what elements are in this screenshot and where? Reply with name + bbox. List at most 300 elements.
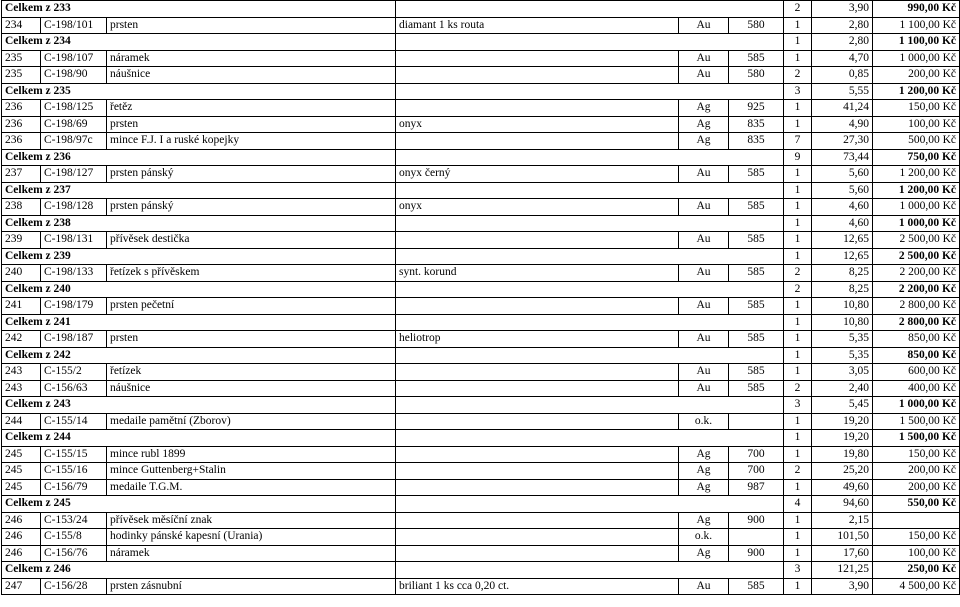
item-code: C-198/127 [41, 166, 107, 183]
subtotal-row [2, 149, 960, 166]
item-name: prsten pečetní [107, 298, 396, 315]
item-name: prsten [107, 331, 396, 348]
item-stone [396, 380, 679, 397]
item-weight: 4,90 [812, 116, 873, 133]
item-fineness: 585 [729, 232, 784, 249]
subtotal-price: 2 800,00 Kč [873, 314, 960, 331]
subtotal-weight: 4,60 [812, 215, 873, 232]
item-price: 1 100,00 Kč [873, 17, 960, 34]
item-metal: Au [679, 380, 729, 397]
table-row [2, 545, 960, 562]
item-count: 1 [784, 116, 812, 133]
item-code: C-198/133 [41, 265, 107, 282]
item-fineness: 925 [729, 100, 784, 117]
item-count: 1 [784, 298, 812, 315]
item-fineness: 585 [729, 298, 784, 315]
item-metal: Ag [679, 479, 729, 496]
table-row [2, 133, 960, 150]
item-metal: Au [679, 50, 729, 67]
table-row [2, 578, 960, 595]
subtotal-spacer [396, 562, 784, 579]
subtotal-price: 850,00 Kč [873, 347, 960, 364]
subtotal-weight: 10,80 [812, 314, 873, 331]
subtotal-weight: 2,80 [812, 34, 873, 51]
subtotal-price: 1 200,00 Kč [873, 182, 960, 199]
table-row [2, 413, 960, 430]
item-stone [396, 446, 679, 463]
item-metal: Au [679, 232, 729, 249]
item-count: 1 [784, 50, 812, 67]
subtotal-label: Celkem z 237 [2, 182, 396, 199]
item-number: 236 [2, 100, 41, 117]
item-price: 1 000,00 Kč [873, 50, 960, 67]
item-name: náramek [107, 50, 396, 67]
item-fineness [729, 529, 784, 546]
item-weight: 4,60 [812, 199, 873, 216]
item-number: 244 [2, 413, 41, 430]
item-fineness: 580 [729, 17, 784, 34]
item-count: 1 [784, 364, 812, 381]
table-row [2, 298, 960, 315]
subtotal-label: Celkem z 234 [2, 34, 396, 51]
subtotal-price: 1 000,00 Kč [873, 397, 960, 414]
item-metal: Au [679, 331, 729, 348]
subtotal-label: Celkem z 239 [2, 248, 396, 265]
subtotal-label: Celkem z 240 [2, 281, 396, 298]
item-code: C-153/24 [41, 512, 107, 529]
item-code: C-198/90 [41, 67, 107, 84]
subtotal-label: Celkem z 233 [2, 1, 396, 18]
item-stone [396, 529, 679, 546]
item-number: 238 [2, 199, 41, 216]
item-code: C-198/107 [41, 50, 107, 67]
item-metal: Ag [679, 463, 729, 480]
subtotal-label: Celkem z 243 [2, 397, 396, 414]
subtotal-row [2, 397, 960, 414]
subtotal-label: Celkem z 246 [2, 562, 396, 579]
item-name: náušnice [107, 67, 396, 84]
subtotal-row [2, 1, 960, 18]
item-metal: Ag [679, 446, 729, 463]
subtotal-price: 2 200,00 Kč [873, 281, 960, 298]
item-stone [396, 512, 679, 529]
subtotal-price: 250,00 Kč [873, 562, 960, 579]
item-price: 200,00 Kč [873, 67, 960, 84]
subtotal-count: 1 [784, 182, 812, 199]
subtotal-weight: 5,45 [812, 397, 873, 414]
item-count: 1 [784, 479, 812, 496]
item-weight: 4,70 [812, 50, 873, 67]
item-stone [396, 50, 679, 67]
table-row [2, 166, 960, 183]
item-number: 247 [2, 578, 41, 595]
item-code: C-156/76 [41, 545, 107, 562]
subtotal-weight: 121,25 [812, 562, 873, 579]
subtotal-count: 1 [784, 347, 812, 364]
item-weight: 3,05 [812, 364, 873, 381]
item-metal: o.k. [679, 529, 729, 546]
item-metal: Au [679, 67, 729, 84]
item-count: 2 [784, 380, 812, 397]
item-stone: synt. korund [396, 265, 679, 282]
subtotal-weight: 73,44 [812, 149, 873, 166]
item-stone [396, 463, 679, 480]
subtotal-label: Celkem z 245 [2, 496, 396, 513]
item-metal: Au [679, 265, 729, 282]
subtotal-count: 9 [784, 149, 812, 166]
item-metal: Ag [679, 512, 729, 529]
item-weight: 27,30 [812, 133, 873, 150]
subtotal-count: 1 [784, 430, 812, 447]
item-count: 2 [784, 265, 812, 282]
item-number: 235 [2, 50, 41, 67]
item-number: 237 [2, 166, 41, 183]
table-row [2, 529, 960, 546]
item-count: 1 [784, 529, 812, 546]
item-weight: 5,60 [812, 166, 873, 183]
table-row [2, 512, 960, 529]
table-row [2, 100, 960, 117]
item-code: C-198/131 [41, 232, 107, 249]
subtotal-row [2, 281, 960, 298]
table-row [2, 463, 960, 480]
item-count: 1 [784, 512, 812, 529]
table-row [2, 116, 960, 133]
item-metal: Au [679, 199, 729, 216]
item-number: 234 [2, 17, 41, 34]
item-name: náramek [107, 545, 396, 562]
item-name: mince F.J. I a ruské kopejky [107, 133, 396, 150]
item-stone [396, 479, 679, 496]
item-price: 100,00 Kč [873, 116, 960, 133]
item-stone [396, 545, 679, 562]
item-name: prsten pánský [107, 199, 396, 216]
subtotal-count: 3 [784, 83, 812, 100]
table-row [2, 479, 960, 496]
item-stone: onyx [396, 199, 679, 216]
item-weight: 49,60 [812, 479, 873, 496]
item-name: přívěsek destička [107, 232, 396, 249]
subtotal-row [2, 314, 960, 331]
item-weight: 2,15 [812, 512, 873, 529]
item-code: C-198/187 [41, 331, 107, 348]
item-fineness: 900 [729, 545, 784, 562]
subtotal-row [2, 182, 960, 199]
item-code: C-156/28 [41, 578, 107, 595]
item-weight: 2,40 [812, 380, 873, 397]
item-count: 2 [784, 67, 812, 84]
item-code: C-198/125 [41, 100, 107, 117]
subtotal-price: 1 000,00 Kč [873, 215, 960, 232]
item-number: 245 [2, 479, 41, 496]
item-number: 242 [2, 331, 41, 348]
item-name: náušnice [107, 380, 396, 397]
item-fineness: 585 [729, 265, 784, 282]
item-number: 246 [2, 545, 41, 562]
item-count: 1 [784, 413, 812, 430]
subtotal-weight: 5,55 [812, 83, 873, 100]
item-metal: Au [679, 17, 729, 34]
item-count: 1 [784, 446, 812, 463]
item-number: 243 [2, 380, 41, 397]
subtotal-count: 1 [784, 248, 812, 265]
subtotal-spacer [396, 215, 784, 232]
item-number: 236 [2, 116, 41, 133]
subtotal-spacer [396, 496, 784, 513]
item-name: řetízek [107, 364, 396, 381]
item-number: 243 [2, 364, 41, 381]
subtotal-weight: 19,20 [812, 430, 873, 447]
subtotal-row [2, 34, 960, 51]
item-name: hodinky pánské kapesní (Urania) [107, 529, 396, 546]
item-number: 239 [2, 232, 41, 249]
item-fineness: 700 [729, 446, 784, 463]
item-metal: Au [679, 364, 729, 381]
item-metal: o.k. [679, 413, 729, 430]
item-code: C-155/14 [41, 413, 107, 430]
subtotal-spacer [396, 430, 784, 447]
subtotal-count: 2 [784, 1, 812, 18]
subtotal-count: 3 [784, 562, 812, 579]
item-stone [396, 133, 679, 150]
item-fineness: 580 [729, 67, 784, 84]
item-code: C-198/97c [41, 133, 107, 150]
item-price: 200,00 Kč [873, 463, 960, 480]
subtotal-row [2, 215, 960, 232]
item-stone [396, 364, 679, 381]
item-fineness [729, 413, 784, 430]
subtotal-spacer [396, 182, 784, 199]
item-price [873, 512, 960, 529]
subtotal-label: Celkem z 244 [2, 430, 396, 447]
subtotal-price: 990,00 Kč [873, 1, 960, 18]
table-row [2, 446, 960, 463]
item-price: 100,00 Kč [873, 545, 960, 562]
subtotal-count: 4 [784, 496, 812, 513]
item-stone [396, 67, 679, 84]
subtotal-weight: 94,60 [812, 496, 873, 513]
subtotal-count: 2 [784, 281, 812, 298]
item-price: 200,00 Kč [873, 479, 960, 496]
item-name: prsten [107, 116, 396, 133]
item-metal: Au [679, 166, 729, 183]
subtotal-spacer [396, 314, 784, 331]
subtotal-price: 550,00 Kč [873, 496, 960, 513]
item-count: 1 [784, 166, 812, 183]
item-count: 1 [784, 578, 812, 595]
table-row [2, 67, 960, 84]
item-fineness: 900 [729, 512, 784, 529]
subtotal-weight: 5,60 [812, 182, 873, 199]
subtotal-row [2, 83, 960, 100]
item-price: 1 500,00 Kč [873, 413, 960, 430]
item-count: 1 [784, 100, 812, 117]
table-row [2, 331, 960, 348]
item-fineness: 585 [729, 166, 784, 183]
item-code: C-198/179 [41, 298, 107, 315]
item-stone: heliotrop [396, 331, 679, 348]
subtotal-count: 1 [784, 314, 812, 331]
item-count: 1 [784, 199, 812, 216]
subtotal-weight: 12,65 [812, 248, 873, 265]
subtotal-weight: 8,25 [812, 281, 873, 298]
item-name: mince rubl 1899 [107, 446, 396, 463]
inventory-table [1, 0, 960, 595]
subtotal-spacer [396, 34, 784, 51]
item-number: 246 [2, 529, 41, 546]
subtotal-spacer [396, 347, 784, 364]
subtotal-row [2, 430, 960, 447]
table-row [2, 364, 960, 381]
item-weight: 19,20 [812, 413, 873, 430]
item-number: 246 [2, 512, 41, 529]
item-fineness: 835 [729, 116, 784, 133]
subtotal-spacer [396, 149, 784, 166]
item-code: C-155/2 [41, 364, 107, 381]
item-metal: Ag [679, 100, 729, 117]
item-number: 236 [2, 133, 41, 150]
subtotal-spacer [396, 397, 784, 414]
item-metal: Au [679, 298, 729, 315]
subtotal-label: Celkem z 236 [2, 149, 396, 166]
subtotal-row [2, 347, 960, 364]
item-weight: 12,65 [812, 232, 873, 249]
item-stone: diamant 1 ks routa [396, 17, 679, 34]
item-count: 1 [784, 545, 812, 562]
item-count: 2 [784, 463, 812, 480]
table-row [2, 232, 960, 249]
item-number: 245 [2, 446, 41, 463]
item-number: 241 [2, 298, 41, 315]
subtotal-count: 1 [784, 215, 812, 232]
item-number: 235 [2, 67, 41, 84]
item-price: 2 200,00 Kč [873, 265, 960, 282]
item-stone [396, 232, 679, 249]
item-fineness: 835 [729, 133, 784, 150]
item-weight: 3,90 [812, 578, 873, 595]
item-code: C-198/101 [41, 17, 107, 34]
item-code: C-155/16 [41, 463, 107, 480]
item-code: C-156/63 [41, 380, 107, 397]
item-weight: 41,24 [812, 100, 873, 117]
item-count: 1 [784, 232, 812, 249]
item-name: řetízek s přívěskem [107, 265, 396, 282]
subtotal-spacer [396, 83, 784, 100]
item-weight: 17,60 [812, 545, 873, 562]
item-count: 7 [784, 133, 812, 150]
subtotal-label: Celkem z 241 [2, 314, 396, 331]
subtotal-spacer [396, 1, 784, 18]
item-metal: Ag [679, 545, 729, 562]
item-weight: 25,20 [812, 463, 873, 480]
subtotal-price: 750,00 Kč [873, 149, 960, 166]
item-weight: 101,50 [812, 529, 873, 546]
item-price: 150,00 Kč [873, 446, 960, 463]
item-count: 1 [784, 17, 812, 34]
item-price: 4 500,00 Kč [873, 578, 960, 595]
item-name: medaile T.G.M. [107, 479, 396, 496]
item-code: C-198/69 [41, 116, 107, 133]
item-fineness: 585 [729, 331, 784, 348]
item-weight: 10,80 [812, 298, 873, 315]
item-price: 400,00 Kč [873, 380, 960, 397]
item-code: C-155/8 [41, 529, 107, 546]
item-price: 2 800,00 Kč [873, 298, 960, 315]
item-fineness: 585 [729, 380, 784, 397]
item-fineness: 987 [729, 479, 784, 496]
table-row [2, 265, 960, 282]
item-fineness: 585 [729, 364, 784, 381]
table-row [2, 17, 960, 34]
item-fineness: 585 [729, 199, 784, 216]
item-stone [396, 298, 679, 315]
table-row [2, 199, 960, 216]
item-fineness: 585 [729, 578, 784, 595]
subtotal-label: Celkem z 238 [2, 215, 396, 232]
item-weight: 0,85 [812, 67, 873, 84]
item-code: C-155/15 [41, 446, 107, 463]
item-price: 850,00 Kč [873, 331, 960, 348]
item-name: mince Guttenberg+Stalin [107, 463, 396, 480]
subtotal-weight: 3,90 [812, 1, 873, 18]
item-metal: Ag [679, 133, 729, 150]
item-stone: onyx [396, 116, 679, 133]
subtotal-price: 1 500,00 Kč [873, 430, 960, 447]
table-row [2, 380, 960, 397]
item-weight: 8,25 [812, 265, 873, 282]
subtotal-price: 1 100,00 Kč [873, 34, 960, 51]
item-code: C-198/128 [41, 199, 107, 216]
item-count: 1 [784, 331, 812, 348]
item-price: 150,00 Kč [873, 529, 960, 546]
item-name: prsten zásnubní [107, 578, 396, 595]
item-weight: 5,35 [812, 331, 873, 348]
subtotal-count: 3 [784, 397, 812, 414]
subtotal-label: Celkem z 235 [2, 83, 396, 100]
item-price: 600,00 Kč [873, 364, 960, 381]
item-fineness: 700 [729, 463, 784, 480]
subtotal-price: 2 500,00 Kč [873, 248, 960, 265]
item-stone: briliant 1 ks cca 0,20 ct. [396, 578, 679, 595]
subtotal-label: Celkem z 242 [2, 347, 396, 364]
item-price: 1 000,00 Kč [873, 199, 960, 216]
item-price: 1 200,00 Kč [873, 166, 960, 183]
item-fineness: 585 [729, 50, 784, 67]
item-code: C-156/79 [41, 479, 107, 496]
item-number: 245 [2, 463, 41, 480]
subtotal-row [2, 562, 960, 579]
subtotal-row [2, 248, 960, 265]
item-name: přívěsek měsíční znak [107, 512, 396, 529]
subtotal-spacer [396, 248, 784, 265]
item-price: 2 500,00 Kč [873, 232, 960, 249]
item-name: prsten [107, 17, 396, 34]
item-metal: Ag [679, 116, 729, 133]
item-stone: onyx černý [396, 166, 679, 183]
item-price: 500,00 Kč [873, 133, 960, 150]
subtotal-price: 1 200,00 Kč [873, 83, 960, 100]
item-metal: Au [679, 578, 729, 595]
subtotal-count: 1 [784, 34, 812, 51]
subtotal-row [2, 496, 960, 513]
item-weight: 2,80 [812, 17, 873, 34]
item-price: 150,00 Kč [873, 100, 960, 117]
subtotal-spacer [396, 281, 784, 298]
item-stone [396, 413, 679, 430]
item-stone [396, 100, 679, 117]
item-name: řetěz [107, 100, 396, 117]
item-name: medaile pamětní (Zborov) [107, 413, 396, 430]
